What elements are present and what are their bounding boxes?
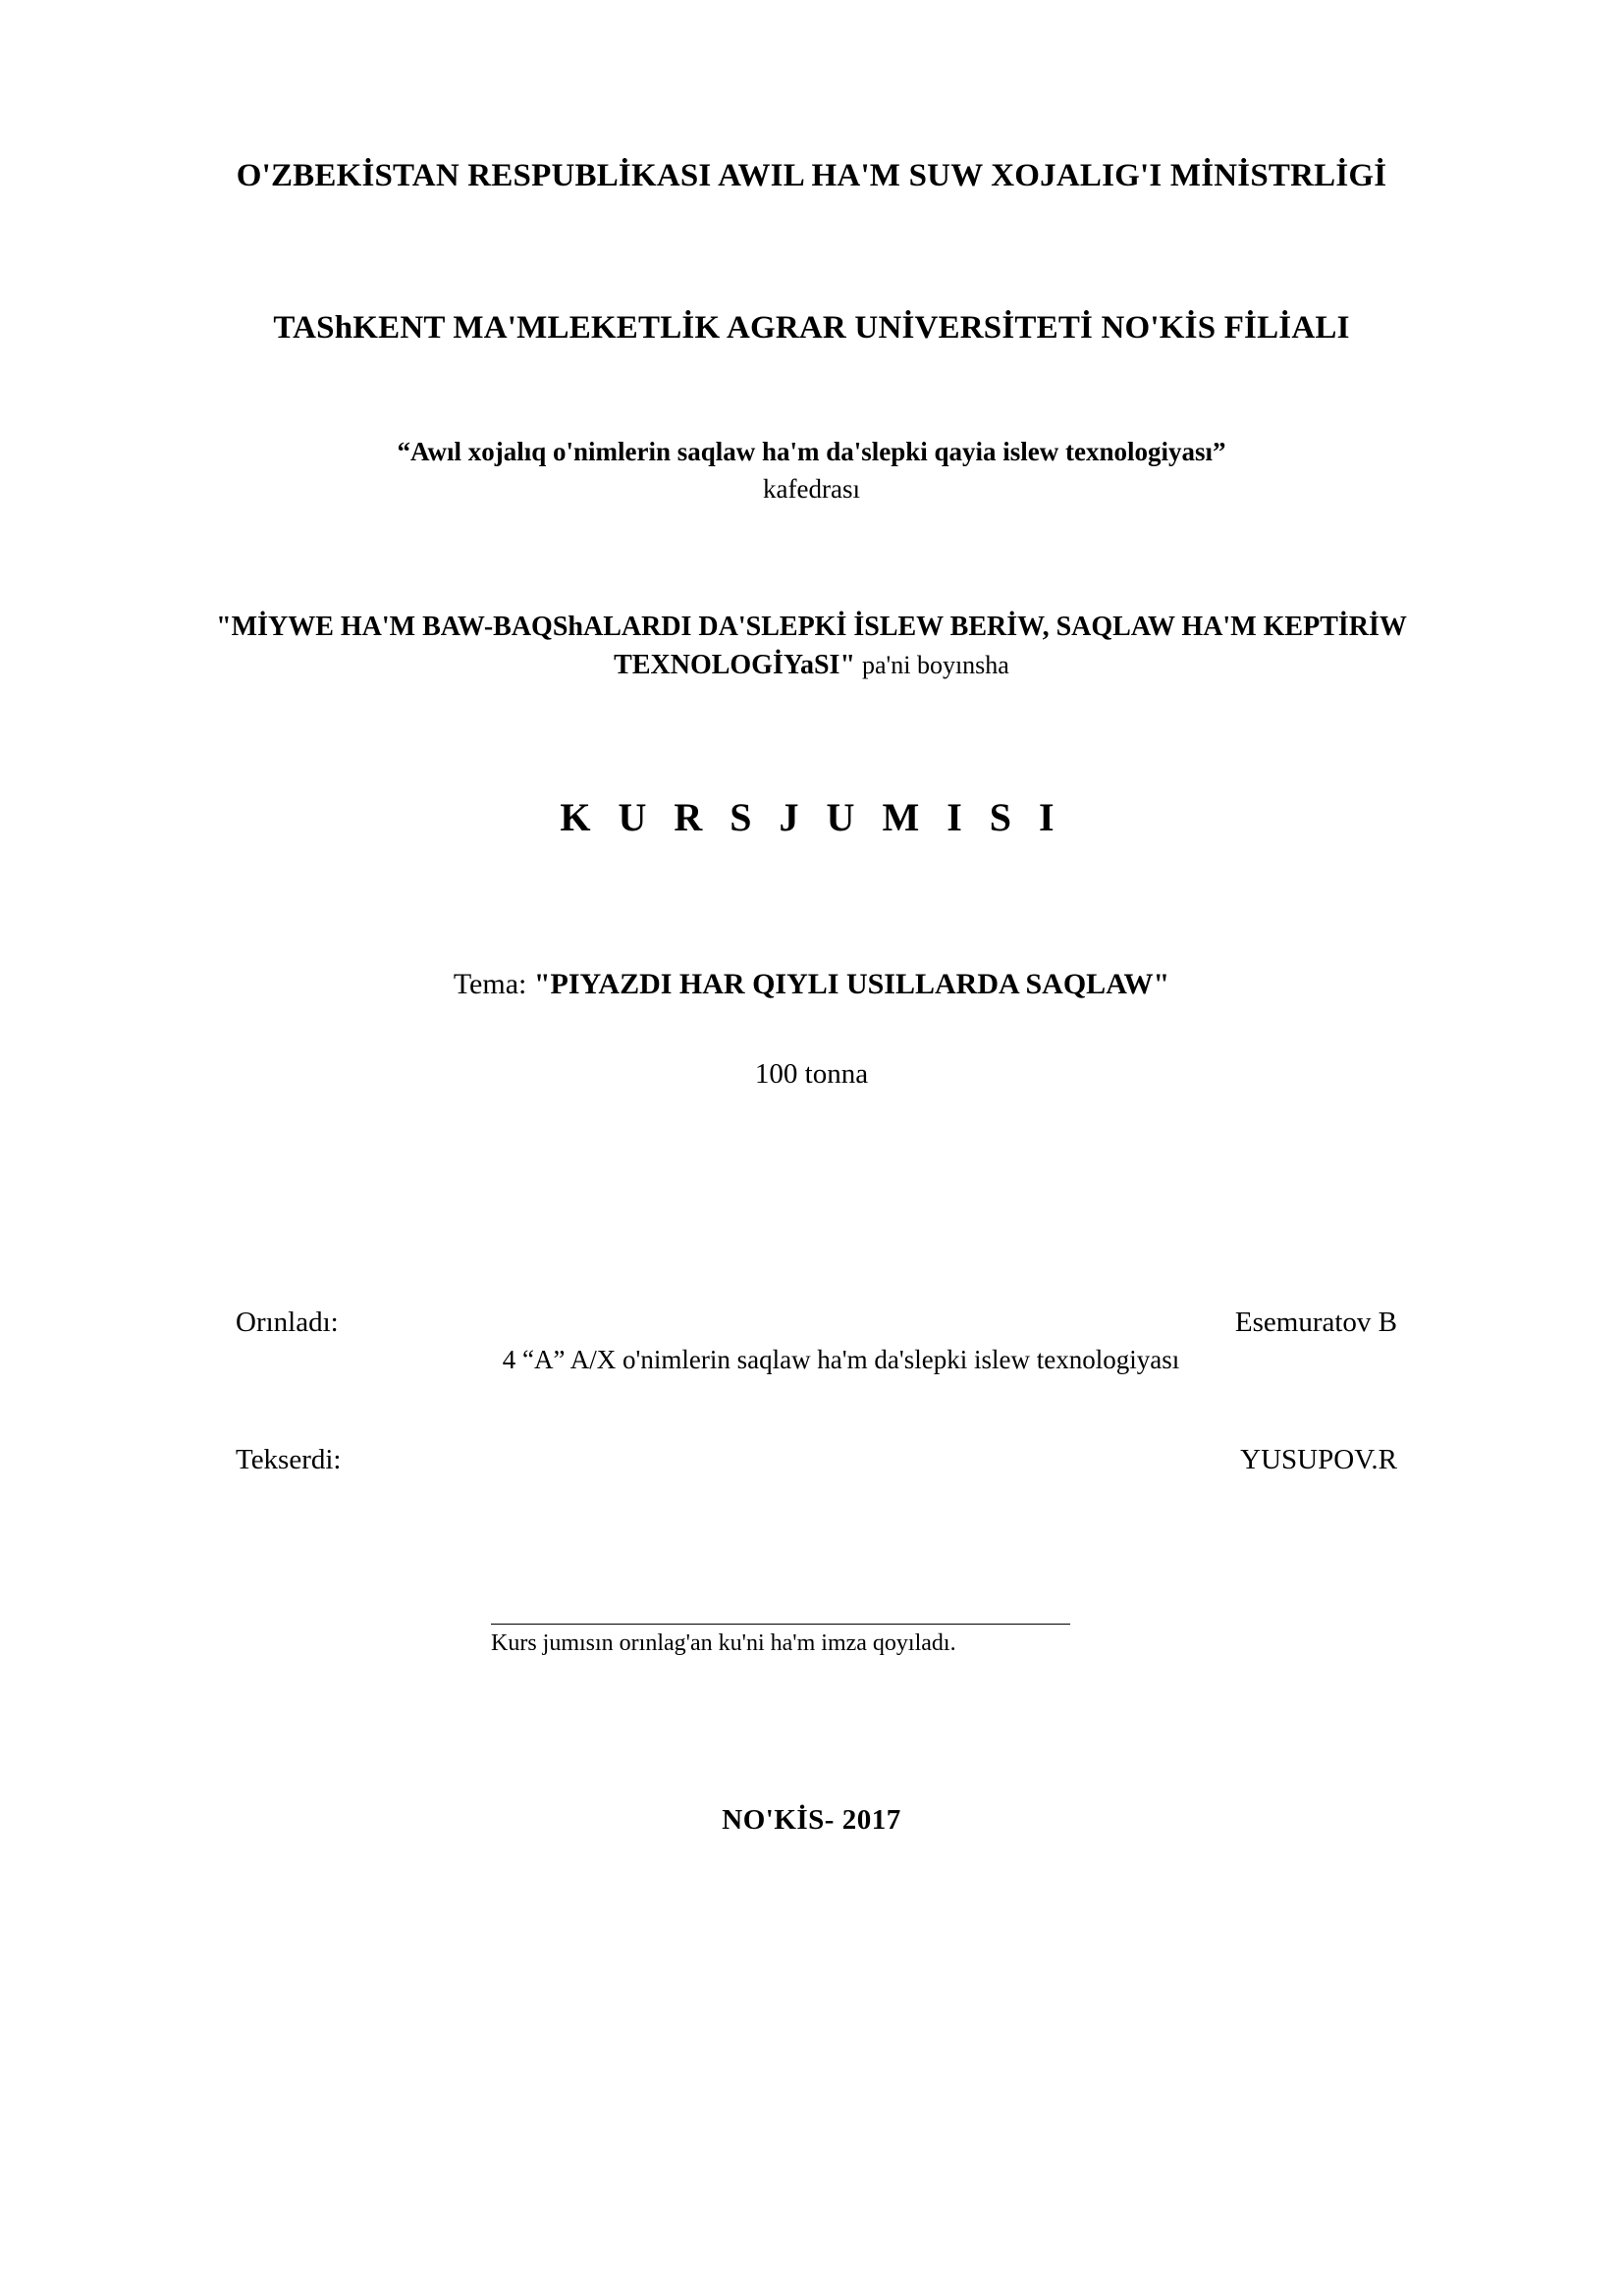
spacer-9 bbox=[167, 1657, 1456, 1804]
signature-line bbox=[491, 1624, 1070, 1625]
checked-by-row bbox=[167, 1444, 1456, 1476]
spacer-7 bbox=[167, 1375, 1456, 1444]
tonnage-value: 100 tonna bbox=[754, 1058, 869, 1091]
university-heading: TAShKENT MA'MLEKETLİK AGRAR UNİVERSİTETİ NO'KİS FİLİALI bbox=[273, 309, 1350, 346]
department-suffix: kafedrası bbox=[763, 473, 860, 504]
performed-by-label: Orınladı: bbox=[236, 1307, 339, 1339]
performed-by-row bbox=[167, 1307, 1456, 1339]
spacer-4 bbox=[167, 684, 1456, 794]
spacer-2 bbox=[167, 349, 1456, 434]
spacer-3 bbox=[167, 508, 1456, 609]
checked-by-name: YUSUPOV.R bbox=[1240, 1444, 1397, 1476]
spacer-1 bbox=[167, 197, 1456, 307]
footer-place-year: NO'KİS- 2017 bbox=[722, 1804, 901, 1837]
topic-value: "PIYAZDI HAR QIYLI USILLARDA SAQLAW" bbox=[533, 968, 1170, 1001]
subject-title: "MİYWE HA'M BAW-BAQShALARDI DA'SLEPKİ İSLEW BERİW, SAQLAW HA'M KEPTİRİW TEXNOLOGİYaSI" bbox=[216, 612, 1407, 680]
topic-label: Tema: bbox=[453, 968, 527, 1001]
work-type-title: K U R S J U M I S I bbox=[560, 795, 1063, 840]
subject-suffix: pa'ni boyınsha bbox=[862, 650, 1009, 679]
signature-note: Kurs jumısın orınlag'an ku'ni ha'm imza qoyıladı. bbox=[491, 1630, 956, 1657]
ministry-heading: O'ZBEKİSTAN RESPUBLİKASI AWIL HA'M SUW XOJALIG'I MİNİSTRLİGİ bbox=[236, 158, 1387, 193]
department-name: “Awıl xojalıq o'nimlerin saqlaw ha'm da'slepki qayia islew texnologiyası” bbox=[397, 437, 1226, 467]
signature-block bbox=[167, 1624, 1456, 1657]
student-course-info: 4 “A” A/X o'nimlerin saqlaw ha'm da'slepki islew texnologiyası bbox=[502, 1345, 1180, 1375]
spacer-5 bbox=[167, 840, 1456, 968]
checked-by-label: Tekserdi: bbox=[236, 1444, 342, 1476]
subject-block bbox=[167, 609, 1456, 684]
spacer-6 bbox=[167, 1091, 1456, 1307]
spacer-8 bbox=[167, 1476, 1456, 1624]
topic-line bbox=[167, 968, 1456, 1001]
people-block bbox=[167, 1307, 1456, 1476]
performed-by-name: Esemuratov B bbox=[1234, 1307, 1397, 1339]
